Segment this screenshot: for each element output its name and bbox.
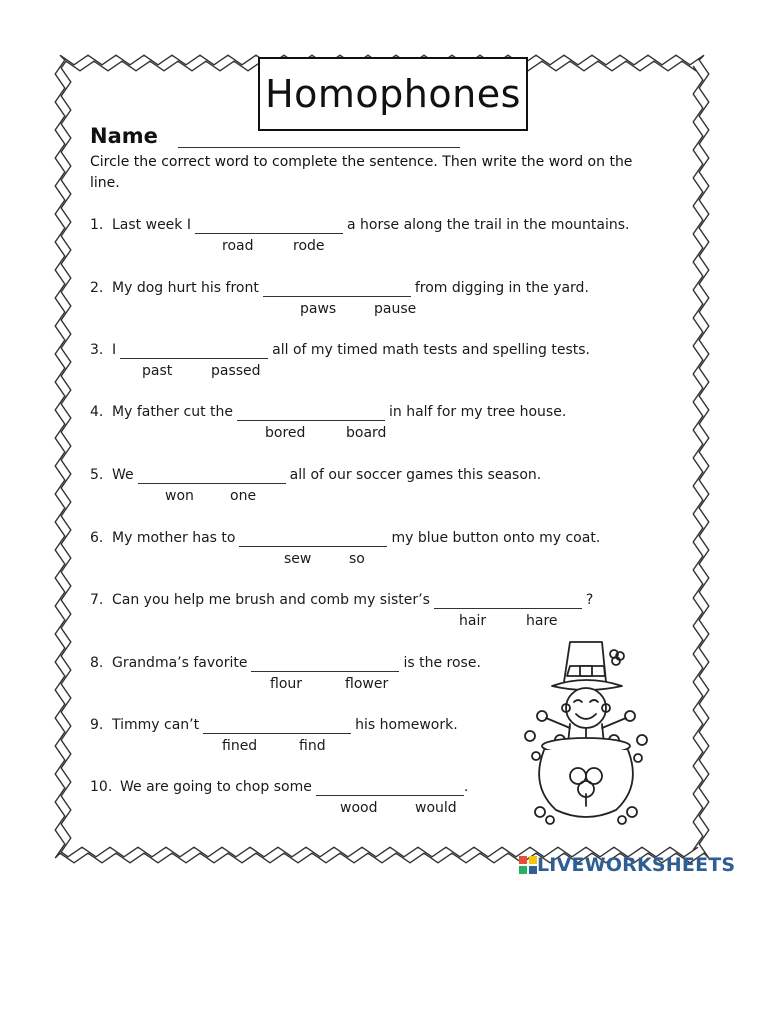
question-text-before: Can you help me brush and comb my sister’s xyxy=(112,592,430,608)
question-text-before: Timmy can’t xyxy=(112,717,200,733)
name-row xyxy=(90,124,460,148)
choice-option[interactable]: rode xyxy=(293,238,325,254)
question-text-before: Last week I xyxy=(112,217,191,233)
question-number: 5. xyxy=(90,467,104,483)
question-number: 7. xyxy=(90,592,104,608)
choice-option[interactable]: board xyxy=(346,425,387,441)
worksheet-title: Homophones xyxy=(265,72,521,116)
choice-option[interactable]: hare xyxy=(526,613,558,629)
choice-option[interactable]: wood xyxy=(340,800,378,816)
choice-option[interactable]: road xyxy=(222,238,254,254)
choice-option[interactable]: past xyxy=(142,363,173,379)
choice-option[interactable]: flour xyxy=(270,676,303,692)
instructions-text: Circle the correct word to complete the sentence. Then write the word on the line. xyxy=(90,154,633,191)
choice-option[interactable]: find xyxy=(299,738,326,754)
answer-blank[interactable] xyxy=(316,781,464,796)
question-3 xyxy=(90,341,670,383)
question-text-after: all of our soccer games this season. xyxy=(289,467,542,483)
question-text-after: ? xyxy=(585,592,594,608)
choice-option[interactable]: paws xyxy=(300,301,337,317)
answer-blank[interactable] xyxy=(237,406,385,421)
question-text-after: his homework. xyxy=(355,717,458,733)
choice-option[interactable]: flower xyxy=(345,676,389,692)
question-2 xyxy=(90,279,670,321)
question-number: 1. xyxy=(90,217,104,233)
question-text-before: My father cut the xyxy=(112,404,233,420)
question-number: 3. xyxy=(90,342,104,358)
choice-option[interactable]: hair xyxy=(459,613,487,629)
leprechaun-pot-of-gold-icon xyxy=(516,636,656,828)
question-number: 9. xyxy=(90,717,104,733)
question-text-before: I xyxy=(112,342,117,358)
answer-blank[interactable] xyxy=(251,657,399,672)
name-label: Name xyxy=(90,124,158,148)
footer-brand: LIVEWORKSHEETS xyxy=(537,854,736,876)
question-text-after: my blue button onto my coat. xyxy=(391,530,601,546)
answer-blank[interactable] xyxy=(239,532,387,547)
answer-blank[interactable] xyxy=(203,719,351,734)
title-box xyxy=(258,57,528,131)
question-text-before: My mother has to xyxy=(112,530,236,546)
question-number: 8. xyxy=(90,655,104,671)
liveworksheets-logo[interactable] xyxy=(519,854,735,876)
question-text-after: . xyxy=(463,779,469,795)
choice-option[interactable]: pause xyxy=(374,301,417,317)
question-7 xyxy=(90,591,670,633)
question-number: 4. xyxy=(90,404,104,420)
choice-option[interactable]: won xyxy=(165,488,194,504)
question-number: 10. xyxy=(90,779,113,795)
answer-blank[interactable] xyxy=(138,469,286,484)
question-1 xyxy=(90,216,670,258)
answer-blank[interactable] xyxy=(434,594,582,609)
question-text-before: My dog hurt his front xyxy=(112,280,259,296)
name-input-line[interactable] xyxy=(178,129,460,148)
choice-option[interactable]: passed xyxy=(211,363,261,379)
question-text-after: all of my timed math tests and spelling tests. xyxy=(272,342,590,358)
question-text-before: We xyxy=(112,467,134,483)
question-5 xyxy=(90,466,670,508)
question-text-after: a horse along the trail in the mountains. xyxy=(346,217,630,233)
choice-option[interactable]: so xyxy=(349,551,365,567)
answer-blank[interactable] xyxy=(195,219,343,234)
choice-option[interactable]: sew xyxy=(284,551,312,567)
choice-option[interactable]: bored xyxy=(265,425,306,441)
question-text-after: in half for my tree house. xyxy=(389,404,567,420)
answer-blank[interactable] xyxy=(120,344,268,359)
question-text-after: from digging in the yard. xyxy=(414,280,589,296)
question-4 xyxy=(90,403,670,445)
choice-option[interactable]: one xyxy=(230,488,257,504)
question-text-before: Grandma’s favorite xyxy=(112,655,248,671)
choice-option[interactable]: would xyxy=(415,800,457,816)
question-text-before: We are going to chop some xyxy=(120,779,312,795)
liveworksheets-logo-icon xyxy=(519,856,537,874)
question-text-after: is the rose. xyxy=(403,655,481,671)
question-6 xyxy=(90,529,670,571)
answer-blank[interactable] xyxy=(263,282,411,297)
question-number: 2. xyxy=(90,280,104,296)
question-number: 6. xyxy=(90,530,104,546)
choice-option[interactable]: fined xyxy=(222,738,258,754)
